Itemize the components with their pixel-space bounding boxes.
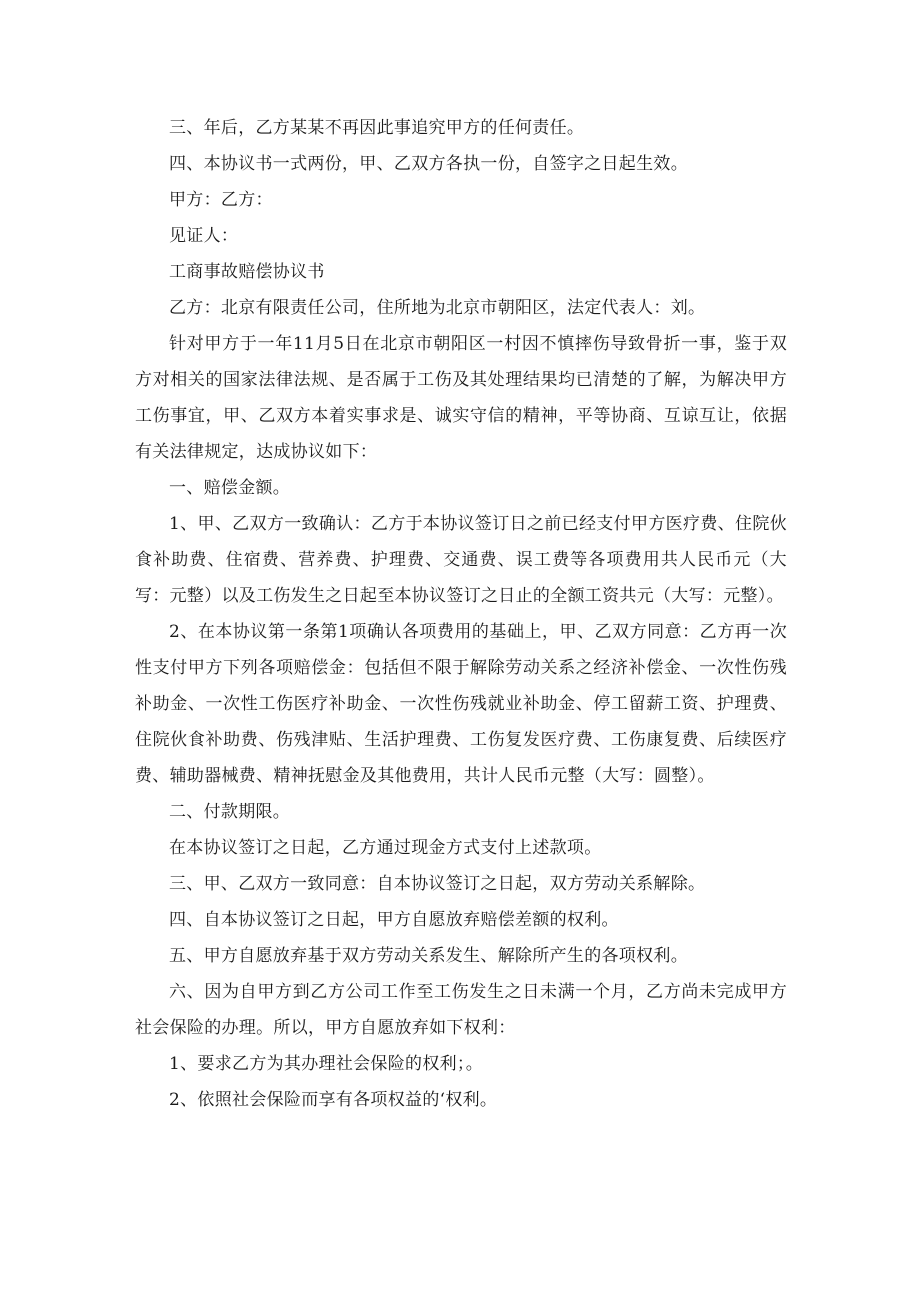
signature-line: 甲方：乙方： (169, 190, 273, 210)
clause: 五、甲方自愿放弃基于双方劳动关系发生、解除所产生的各项权利。 (169, 946, 688, 966)
document-title: 工商事故赔偿协议书 (169, 262, 325, 282)
paragraph: 在本协议签订之日起，乙方通过现金方式支付上述款项。 (169, 838, 602, 858)
document-body (135, 110, 787, 1118)
clause: 1、要求乙方为其办理社会保险的权利；。 (169, 1054, 484, 1074)
clause: 四、自本协议签订之日起，甲方自愿放弃赔偿差额的权利。 (169, 910, 619, 930)
paragraph: 四、本协议书一式两份，甲、乙双方各执一份，自签字之日起生效。 (169, 154, 688, 174)
section-heading: 一、赔偿金额。 (169, 478, 291, 498)
clause: 六、因为自甲方到乙方公司工作至工伤发生之日未满一个月，乙方尚未完成甲方社会保险的办理。所以，甲方自愿放弃如下权利： (135, 982, 787, 1038)
witness-line: 见证人： (169, 226, 239, 246)
party-info: 乙方：北京有限责任公司，住所地为北京市朝阳区，法定代表人：刘。 (169, 298, 706, 318)
paragraph: 三、年后，乙方某某不再因此事追究甲方的任何责任。 (169, 118, 585, 138)
clause: 1、甲、乙双方一致确认：乙方于本协议签订日之前已经支付甲方医疗费、住院伙食补助费、住宿费、营养费、护理费、交通费、误工费等各项费用共人民币元（大写：元整）以及工伤发生之日起至本协议签订之日止的全额工资共元（大写：元整）。 (135, 514, 787, 606)
clause: 2、依照社会保险而享有各项权益的‘权利。 (169, 1090, 498, 1110)
section-heading: 二、付款期限。 (169, 802, 291, 822)
clause: 三、甲、乙双方一致同意：自本协议签订之日起，双方劳动关系解除。 (169, 874, 706, 894)
paragraph: 针对甲方于一年11月5日在北京市朝阳区一村因不慎摔伤导致骨折一事，鉴于双方对相关的国家法律法规、是否属于工伤及其处理结果均已清楚的了解，为解决甲方工伤事宜，甲、乙双方本着实事求是、诚实守信的精神，平等协商、互谅互让，依据有关法律规定，达成协议如下： (135, 334, 787, 462)
clause: 2、在本协议第一条第1项确认各项费用的基础上，甲、乙双方同意：乙方再一次性支付甲方下列各项赔偿金：包括但不限于解除劳动关系之经济补偿金、一次性伤残补助金、一次性工伤医疗补助金、一次性伤残就业补助金、停工留薪工资、护理费、住院伙食补助费、伤残津贴、生活护理费、工伤复发医疗费、工伤康复费、后续医疗费、辅助器械费、精神抚慰金及其他费用，共计人民币元整（大写：圆整）。 (135, 622, 787, 786)
